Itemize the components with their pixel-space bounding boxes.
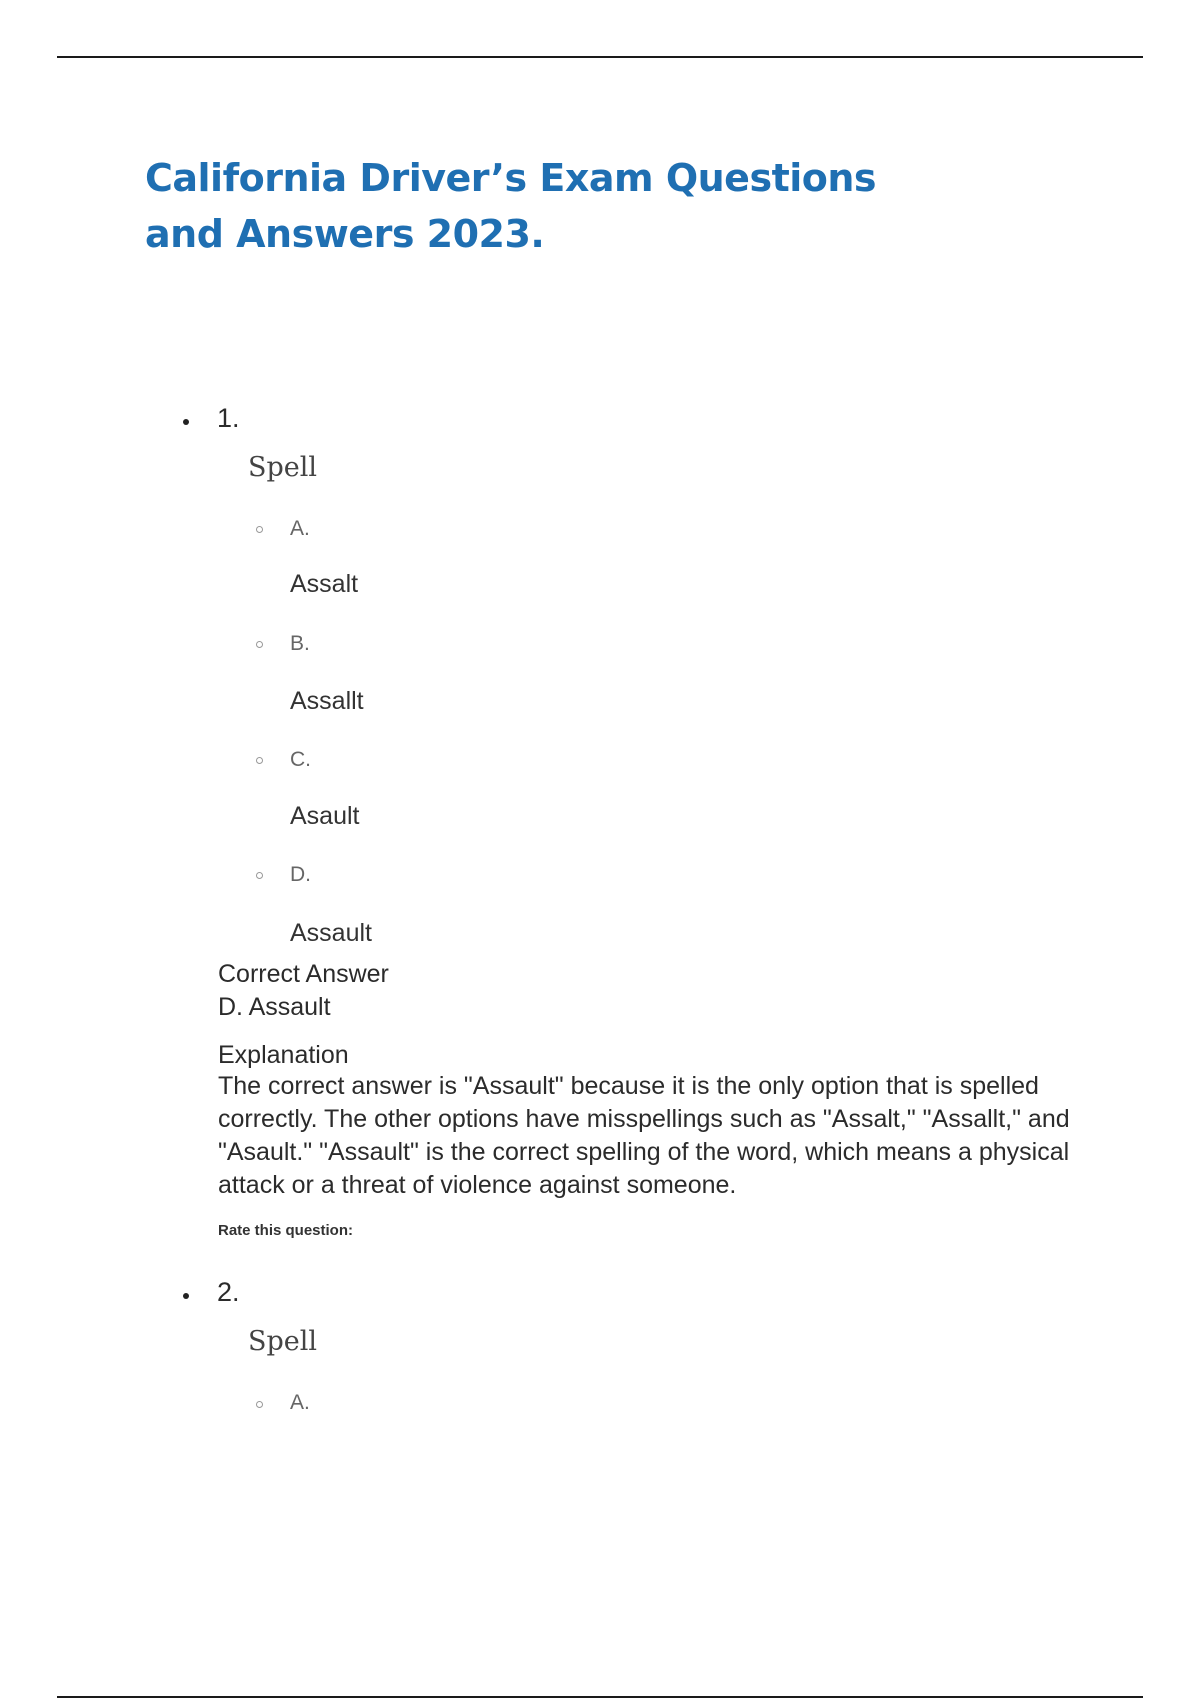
option-letter: C. [290,748,311,771]
top-rule [57,56,1143,58]
question-prompt: Spell [248,1326,318,1357]
question-number: 2. [217,1277,240,1307]
question-prompt: Spell [248,452,318,483]
document-title: California Driver’s Exam Questions and Answers 2023. [145,156,877,256]
radio-circle-icon[interactable] [256,526,263,533]
bullet-icon [183,419,189,425]
radio-circle-icon[interactable] [256,1401,263,1408]
rate-question-label: Rate this question: [218,1222,354,1239]
option-letter: B. [290,632,310,655]
option-text: Assault [290,919,372,947]
radio-circle-icon[interactable] [256,641,263,648]
option-letter: D. [290,863,311,886]
option-text: Assalt [290,570,359,598]
radio-circle-icon[interactable] [256,757,263,764]
option-letter: A. [290,517,310,540]
explanation-text: The correct answer is "Assault" because it is the only option that is spelled correctly. The other options have misspellings such as "Assalt," "Assallt," and "Asault." "Assault" is the correct spelling of the word, which means a physical attack or a threat of violence against someone. [218,1072,1070,1199]
explanation-label: Explanation [218,1041,349,1069]
correct-answer-value: D. Assault [218,993,331,1021]
question-number: 1. [217,403,240,433]
option-text: Assallt [290,687,364,715]
radio-circle-icon[interactable] [256,872,263,879]
bottom-rule [57,1696,1143,1698]
option-text: Asault [290,802,360,830]
bullet-icon [183,1293,189,1299]
correct-answer-label: Correct Answer [218,960,389,988]
option-letter: A. [290,1391,310,1414]
